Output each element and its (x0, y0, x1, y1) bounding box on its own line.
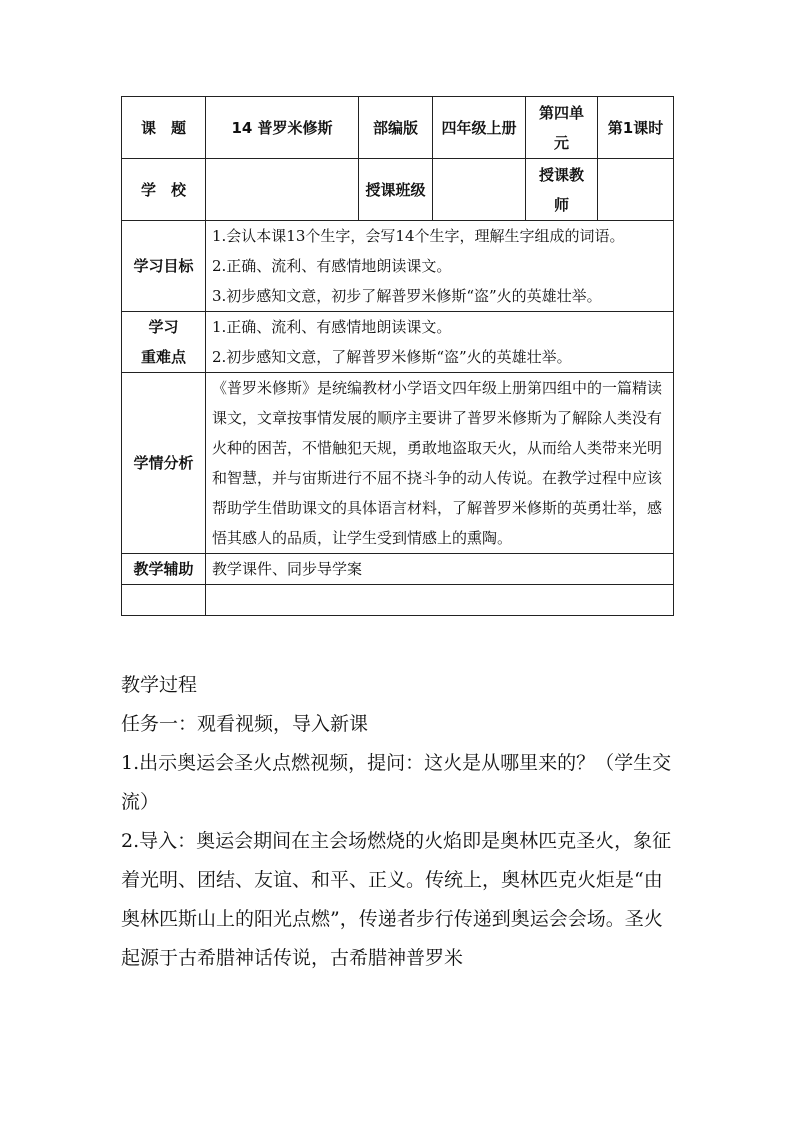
unit: 第四单元 (526, 97, 598, 159)
step-two: 2.导入：奥运会期间在主会场燃烧的火焰即是奥林匹克圣火，象征着光明、团结、友谊、和平、正义。传统上，奥林匹克火炬是“由奥林匹斯山上的阳光点燃”，传递者步行传递到奥运会会场。圣火起源于古希腊神话传说，古希腊神普罗米 (121, 830, 672, 969)
school-value (206, 159, 359, 221)
edition: 部编版 (359, 97, 433, 159)
school-row (122, 159, 674, 221)
lesson-title: 14 普罗米修斯 (206, 97, 359, 159)
key-points-label-line1: 学习 (148, 318, 179, 336)
key-point-item: 2.初步感知文意，了解普罗米修斯“盗”火的英雄壮举。 (212, 348, 572, 366)
analysis-row (122, 373, 674, 554)
goal-item: 2.正确、流利、有感情地朗读课文。 (212, 257, 452, 275)
goals-content (206, 221, 674, 312)
analysis-text: 《普罗米修斯》是统编教材小学语文四年级上册第四组中的一篇精读课文，文章按事情发展的顺序主要讲了普罗米修斯为了解除人类没有火种的困苦，不惜触犯天规，勇敢地盗取天火，从而给人类带来光明和智慧，并与宙斯进行不屈不挠斗争的动人传说。在教学过程中应该帮助学生借助课文的具体语言材料，了解普罗米修斯的英勇壮举，感悟其感人的品质，让学生受到情感上的熏陶。 (206, 373, 674, 554)
empty-cell (122, 585, 206, 616)
aids-value: 教学课件、同步导学案 (206, 554, 674, 585)
teacher-label: 授课教师 (526, 159, 598, 221)
task-one-heading: 任务一：观看视频，导入新课 (121, 713, 369, 735)
header-row (122, 97, 674, 159)
class-label: 授课班级 (359, 159, 433, 221)
lesson-info-table (121, 96, 674, 616)
goal-item: 3.初步感知文意，初步了解普罗米修斯“盗”火的英雄壮举。 (212, 287, 602, 305)
process-heading: 教学过程 (121, 674, 198, 696)
goals-row (122, 221, 674, 312)
key-point-item: 1.正确、流利、有感情地朗读课文。 (212, 318, 452, 336)
goal-item: 1.会认本课13个生字，会写14个生字，理解生字组成的词语。 (212, 227, 625, 245)
teaching-process (121, 666, 681, 978)
teacher-value (598, 159, 674, 221)
empty-cell (206, 585, 674, 616)
period: 第1课时 (598, 97, 674, 159)
key-points-content (206, 312, 674, 373)
aids-label: 教学辅助 (122, 554, 206, 585)
lesson-label: 课 题 (122, 97, 206, 159)
empty-row (122, 585, 674, 616)
school-label: 学 校 (122, 159, 206, 221)
grade: 四年级上册 (433, 97, 526, 159)
key-points-row (122, 312, 674, 373)
step-one: 1.出示奥运会圣火点燃视频，提问：这火是从哪里来的？（学生交流） (121, 752, 672, 813)
aids-row (122, 554, 674, 585)
key-points-label (122, 312, 206, 373)
analysis-label: 学情分析 (122, 373, 206, 554)
key-points-label-line2: 重难点 (140, 348, 186, 366)
goals-label: 学习目标 (122, 221, 206, 312)
class-value (433, 159, 526, 221)
